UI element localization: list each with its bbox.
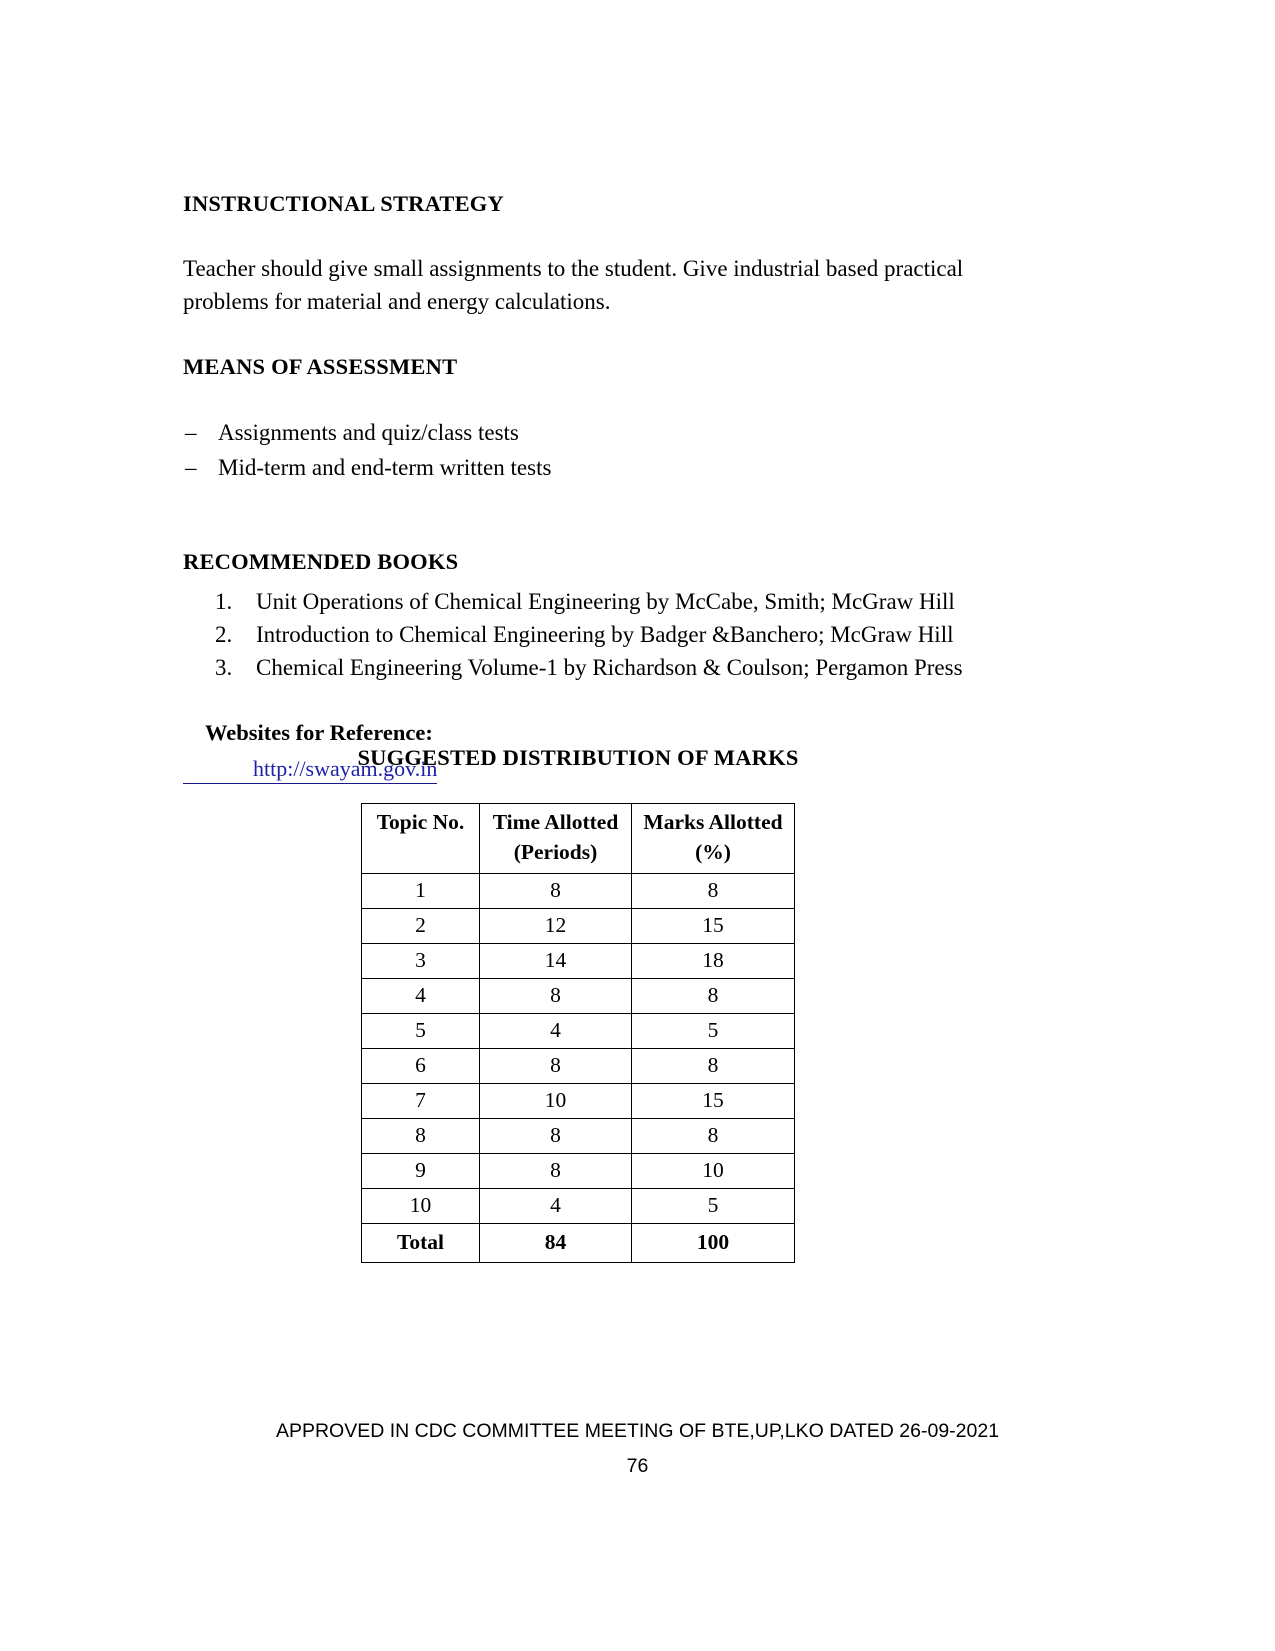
spacer: [183, 382, 973, 417]
spacer: [183, 685, 973, 720]
cell-time: 10: [480, 1083, 632, 1118]
means-of-assessment-list: [183, 417, 973, 484]
column-header-time-unit: (Periods): [480, 839, 632, 873]
list-item-label: Unit Operations of Chemical Engineering by McCabe, Smith; McGraw Hill: [256, 589, 955, 615]
cell-topic: 6: [362, 1048, 480, 1083]
cell-time: 8: [480, 1153, 632, 1188]
means-of-assessment-heading: MEANS OF ASSESSMENT: [183, 354, 458, 380]
column-header-marks-unit: (%): [632, 839, 795, 873]
cell-time: 8: [480, 1118, 632, 1153]
list-item: [183, 652, 973, 683]
cell-time: 12: [480, 908, 632, 943]
approval-note: APPROVED IN CDC COMMITTEE MEETING OF BTE,UP,LKO DATED 26-09-2021: [275, 1420, 1000, 1442]
cell-topic: 4: [362, 978, 480, 1013]
table-header-row: [362, 804, 795, 839]
list-item: [183, 452, 973, 484]
column-header-marks-allotted: Marks Allotted: [632, 804, 795, 839]
table-row: [362, 1153, 795, 1188]
column-header-topic-no-sub: [362, 839, 480, 873]
cell-time: 4: [480, 1188, 632, 1223]
cell-marks: 15: [632, 1083, 795, 1118]
spacer: [183, 487, 973, 522]
spacer: [183, 522, 973, 548]
cell-marks: 8: [632, 873, 795, 908]
cell-time: 8: [480, 1048, 632, 1083]
cell-marks: 8: [632, 1118, 795, 1153]
table-row: [362, 1188, 795, 1223]
document-body: [183, 190, 973, 784]
table-row: [362, 978, 795, 1013]
table-row: [362, 943, 795, 978]
swayam-link[interactable]: http://swayam.gov.in: [253, 756, 438, 782]
list-item-label: Chemical Engineering Volume-1 by Richardson & Coulson; Pergamon Press: [256, 655, 963, 681]
list-item-label: Introduction to Chemical Engineering by Badger &Banchero; McGraw Hill: [256, 622, 954, 648]
marks-distribution-table: [361, 803, 795, 1263]
cell-time: 4: [480, 1013, 632, 1048]
marks-table-wrap: [183, 803, 973, 1263]
cell-time: 14: [480, 943, 632, 978]
dash-bullet-icon: –: [185, 454, 197, 480]
page-footer: [0, 1420, 1275, 1478]
table-header: [362, 804, 795, 874]
list-item: [183, 586, 973, 617]
cell-topic: 1: [362, 873, 480, 908]
table-row: [362, 1118, 795, 1153]
cell-topic: 7: [362, 1083, 480, 1118]
suggested-distribution-title: SUGGESTED DISTRIBUTION OF MARKS: [357, 745, 799, 770]
spacer: [183, 576, 973, 586]
table-row: [362, 1048, 795, 1083]
cell-total-time: 84: [480, 1223, 632, 1262]
cell-marks: 10: [632, 1153, 795, 1188]
list-item: [183, 619, 973, 650]
cell-total-label: Total: [362, 1223, 480, 1262]
table-row: [362, 1013, 795, 1048]
column-header-time-allotted: Time Allotted: [480, 804, 632, 839]
cell-marks: 5: [632, 1188, 795, 1223]
list-item-label: Mid-term and end-term written tests: [218, 454, 552, 480]
websites-for-reference-heading: Websites for Reference:: [205, 720, 433, 746]
cell-topic: 9: [362, 1153, 480, 1188]
cell-time: 8: [480, 873, 632, 908]
page-number: 76: [626, 1455, 649, 1477]
list-number: 2.: [215, 622, 233, 648]
cell-marks: 8: [632, 978, 795, 1013]
cell-topic: 2: [362, 908, 480, 943]
instructional-strategy-paragraph: Teacher should give small assignments to the student. Give industrial based practical problems for material and energy calculations.: [183, 256, 964, 314]
spacer: [183, 218, 973, 253]
cell-topic: 10: [362, 1188, 480, 1223]
instructional-strategy-heading: INSTRUCTIONAL STRATEGY: [183, 191, 504, 216]
list-item: [183, 417, 973, 449]
table-header-subrow: [362, 839, 795, 873]
table-row: [362, 1083, 795, 1118]
recommended-books-heading: RECOMMENDED BOOKS: [183, 548, 459, 574]
dash-bullet-icon: –: [185, 419, 197, 445]
cell-topic: 3: [362, 943, 480, 978]
cell-topic: 5: [362, 1013, 480, 1048]
cell-marks: 8: [632, 1048, 795, 1083]
cell-topic: 8: [362, 1118, 480, 1153]
table-row: [362, 873, 795, 908]
cell-time: 8: [480, 978, 632, 1013]
list-number: 3.: [215, 655, 233, 681]
column-header-topic-no: Topic No.: [362, 804, 480, 839]
table-body: [362, 873, 795, 1262]
spacer: [183, 318, 973, 353]
list-item-label: Assignments and quiz/class tests: [218, 419, 519, 445]
table-row: [362, 908, 795, 943]
marks-table-title-wrap: [183, 745, 973, 771]
cell-marks: 18: [632, 943, 795, 978]
cell-marks: 5: [632, 1013, 795, 1048]
cell-total-marks: 100: [632, 1223, 795, 1262]
table-total-row: [362, 1223, 795, 1262]
list-number: 1.: [215, 589, 233, 615]
cell-marks: 15: [632, 908, 795, 943]
recommended-books-list: [183, 586, 973, 683]
